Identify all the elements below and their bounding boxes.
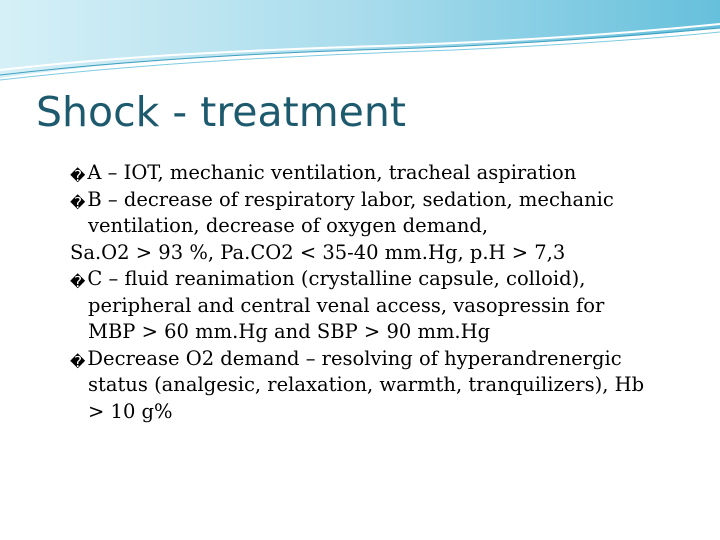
bullet-text: > 10 g% — [88, 399, 173, 423]
bullet-line — [70, 319, 710, 346]
bullet-text: A – IOT, mechanic ventilation, tracheal aspiration — [87, 161, 577, 184]
bullet-line — [70, 372, 710, 399]
header-wave-decoration — [0, 0, 720, 90]
bullet-text: peripheral and central venal access, vasopressin for — [88, 293, 605, 317]
slide-body — [70, 160, 710, 425]
bullet-line — [70, 293, 710, 320]
bullet-line — [70, 346, 710, 373]
bullet-text: MBP > 60 mm.Hg and SBP > 90 mm.Hg — [88, 320, 491, 343]
bullet-line — [70, 399, 710, 426]
missing-glyph-bullet-icon: � — [70, 167, 86, 185]
missing-glyph-bullet-icon: � — [70, 273, 86, 291]
bullet-text: status (analgesic, relaxation, warmth, tranquilizers), Hb — [88, 373, 645, 396]
bullet-line — [70, 213, 710, 240]
bullet-text: C – fluid reanimation (crystalline capsule, colloid), — [87, 267, 586, 290]
slide-title: Shock - treatment — [36, 88, 406, 136]
bullet-line — [70, 160, 710, 187]
bullet-text: Decrease O2 demand – resolving of hyperandrenergic — [87, 346, 622, 370]
bullet-text: ventilation, decrease of oxygen demand, — [88, 214, 489, 237]
bullet-text: Sa.O2 > 93 %, Pa.CO2 < 35-40 mm.Hg, p.H > 7,3 — [70, 240, 566, 264]
bullet-line — [70, 266, 710, 293]
missing-glyph-bullet-icon: � — [70, 193, 86, 212]
bullet-text: B – decrease of respiratory labor, sedation, mechanic — [87, 187, 614, 211]
missing-glyph-bullet-icon: � — [70, 352, 86, 371]
bullet-line — [70, 187, 710, 214]
bullet-line — [70, 240, 710, 267]
